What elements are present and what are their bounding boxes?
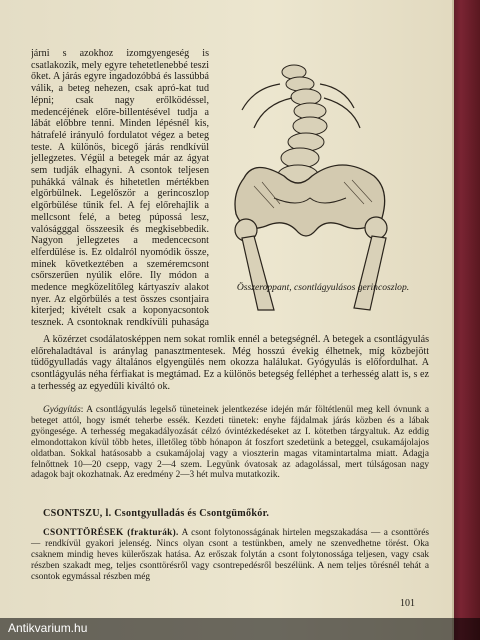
- watermark-bar: [0, 618, 480, 640]
- paragraph-2: [31, 405, 429, 481]
- left-column-text: [31, 48, 209, 328]
- entry-csonttoresek-head: CSONTTÖRÉSEK: [43, 528, 124, 538]
- entry-csontszu-line: [31, 508, 429, 520]
- body-paragraph-1: [31, 334, 429, 393]
- entry-csonttoresek-text: A csont folytonosságának hirtelen megszakadása — a csonttörés — rendkívül gyakori jelenség. Nincs olyan csont a testünkben, amely ne szenvedhetne törést. Oka csaknem mindig heves külerőszak hatása. Az erőszak folytán a csont folytonossága teljesen, vagy csak részben szakadt meg, teljes csonttörésről vagy csontrepedésről beszélünk. A nem teljes törésnél tehát a csontok egymással részben még: [31, 528, 429, 582]
- body-paragraph-2: [31, 405, 429, 481]
- entry-csonttoresek-bold: (frakturák).: [123, 528, 179, 538]
- column-paragraph: járni s azokhoz izomgyengeség is csatlakozik, mely egyre tehetetlenebbé teszi őket. A járás egyre ingadozóbbá és lassúbbá válik, a beteg nehezen, csak apró-kat tud lépni; csak nagy erőlködéssel, medencéjének előre-billentésével tudja a lábát előbbre tenni. Minden lépésnél kis, hátrafelé irányuló fordulatot végez a beteg teste. A különös, bicegő járás rendkívül jellegzetes. Végül a betegek már az ágyat sem tudják elhagyni. A csontok teljesen puhákká válnak és hihetetlen mértékben elgörbülnek. Legelőször a gerincoszlop elgörbülése tűnik fel. A fej előrehajlik a mellcsont felé, a beteg púpossá lesz, valóságggal összeesik és megkisebbedik. Nagyon jellegzetes a medencecsont elferdülése is. Ez oldalról nyomódik össze, minek következtében a szeméremcsont csőrszerűen nyúlik előre. Ily módon a medence megközelítőleg kártyaszív alakot nyer. Az elgörbülés a test összes csontjaira kiterjed; kivételt csak a koponyacsontok tesznek. A csontoknak rendkívüli puhasága: [31, 48, 209, 328]
- paragraph-2-text: : A csontlágyulás legelső tüneteinek jelentkezése idején már föltétlenül meg kell óvnunk a beteget attól, hogy ismét teherbe essék. Kezdeti tünetek: enyhe fájdalmak járás közben és a lábak gyöngesége. A terhesség megakadályozását célzó óvintézkedéseket az I. kötetben tárgyaltuk. Az eddig elmondottakon kívül több hetes, illetőleg több hónapon át foszfort szedetünk a beteggel, csukamájolajos oldatban. Sokkal hatásosabb a csukamájolaj vagy a vioszterin magas vitamintartalma miatt. Adagja felnőttnek 10—20 csepp, vagy 2—4 szem. Legyünk óvatosak az adagolással, mert túlságosan nagy adagok bajt okozhatnak. Az eredmény 2—3 hét mulva mutatkozik.: [31, 405, 429, 481]
- paragraph-1: A közérzet csodálatosképpen nem sokat romlik ennél a betegségnél. A betegek a csontlágyulás előrehaladtával is aránylag panasztmentesek. Még hosszú évekig élhetnek, míg közbejött tüdőgyulladás vagy általános elgyengülés nem okozza halálukat. Gyógyulás is előfordulhat. A csontlágyulás néha férfiakat is megtámad. Ez a különös betegség felléphet a terhesség alatt is, s ez a terhesség az egyedüli kiváltó ok.: [31, 334, 429, 392]
- entry-csontszu: [31, 508, 429, 520]
- entry-csonttoresek: [31, 528, 429, 583]
- entry-csontszu-head: CSONTSZU,: [43, 508, 103, 519]
- entry-csonttoresek-paragraph: [31, 528, 429, 583]
- paragraph-2-label: Gyógyítás: [43, 405, 81, 415]
- entry-csontszu-text: l. Csontgyulladás és Csontgümőkór.: [102, 508, 270, 519]
- figure-caption: Összeroppant, csontlágyulásos gerincoszlop.: [236, 282, 410, 293]
- spine-pelvis-illustration: [214, 58, 432, 320]
- watermark-text: Antikvarium.hu: [8, 621, 88, 635]
- page-number: 101: [400, 598, 415, 609]
